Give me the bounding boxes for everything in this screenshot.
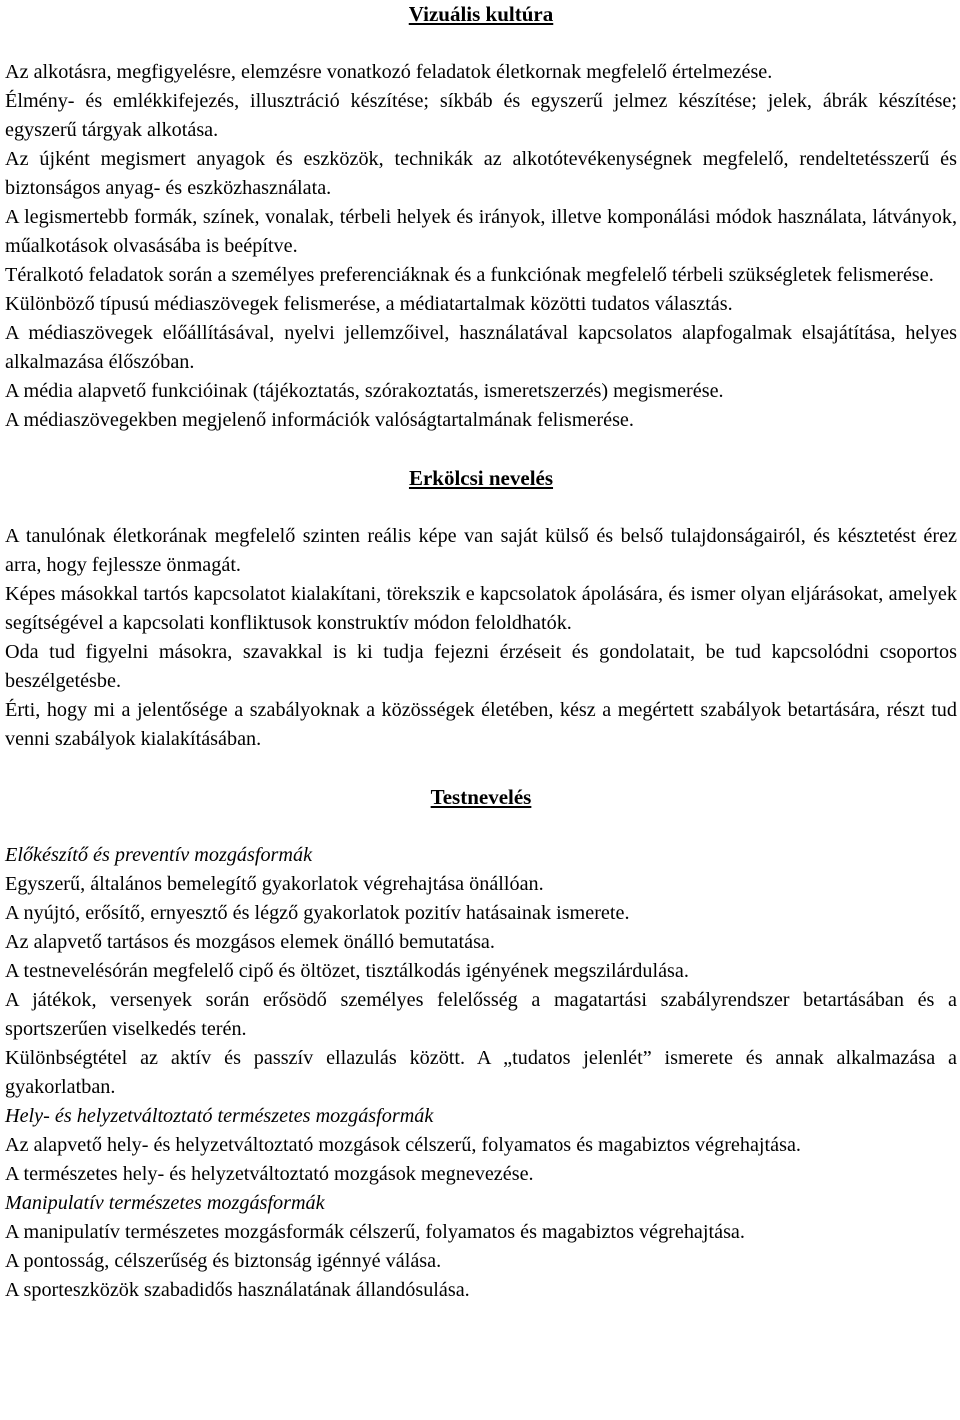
paragraph: A természetes hely- és helyzetváltoztató mozgások megnevezése.	[5, 1163, 534, 1185]
paragraph: A médiaszövegek előállításával, nyelvi jellemzőivel, használatával kapcsolatos alapfogalmak elsajátítása, helyes alkalmazása élőszóban.	[5, 322, 957, 373]
subsection-heading: Manipulatív természetes mozgásformák	[5, 1192, 325, 1214]
paragraph: Az alapvető hely- és helyzetváltoztató mozgások célszerű, folyamatos és magabiztos végrehajtása.	[5, 1134, 801, 1156]
paragraph: Képes másokkal tartós kapcsolatot kialakítani, törekszik e kapcsolatok ápolására, és ismer olyan eljárásokat, amelyek segítségével a kapcsolati konfliktusok konstruktív módon feloldhatók.	[5, 583, 957, 634]
paragraph: Az alapvető tartásos és mozgásos elemek önálló bemutatása.	[5, 931, 495, 953]
paragraph: A sporteszközök szabadidős használatának állandósulása.	[5, 1279, 470, 1301]
paragraph: A tanulónak életkorának megfelelő szinten reális képe van saját külső és belső tulajdonságairól, és késztetést érez arra, hogy fejlessze önmagát.	[5, 525, 957, 576]
subsection-heading: Hely- és helyzetváltoztató természetes mozgásformák	[5, 1105, 434, 1127]
paragraph: Egyszerű, általános bemelegítő gyakorlatok végrehajtása önállóan.	[5, 873, 544, 895]
spacer	[5, 29, 957, 58]
paragraph: Élmény- és emlékkifejezés, illusztráció készítése; síkbáb és egyszerű jelmez készítése; jelek, ábrák készítése; egyszerű tárgyak alkotása.	[5, 90, 957, 141]
spacer	[5, 435, 957, 464]
section-heading: Vizuális kultúra	[408, 2, 554, 26]
spacer	[5, 493, 957, 522]
section-heading: Erkölcsi nevelés	[408, 466, 554, 490]
paragraph: A nyújtó, erősítő, ernyesztő és légző gyakorlatok pozitív hatásainak ismerete.	[5, 902, 630, 924]
paragraph: A média alapvető funkcióinak (tájékoztatás, szórakoztatás, ismeretszerzés) megismerése.	[5, 380, 724, 402]
paragraph: Oda tud figyelni másokra, szavakkal is ki tudja fejezni érzéseit és gondolatait, be tud kapcsolódni csoportos beszélgetésbe.	[5, 641, 957, 692]
subsection-heading: Előkészítő és preventív mozgásformák	[5, 844, 313, 866]
paragraph: Érti, hogy mi a jelentősége a szabályoknak a közösségek életében, kész a megértett szabályok betartására, részt tud venni szabályok kialakításában.	[5, 699, 957, 750]
spacer	[5, 754, 957, 783]
paragraph: Az újként megismert anyagok és eszközök, technikák az alkotótevékenységnek megfelelő, rendeltetésszerű és biztonságos anyag- és eszközhasználata.	[5, 148, 957, 199]
paragraph: A médiaszövegekben megjelenő információk valóságtartalmának felismerése.	[5, 409, 634, 431]
paragraph: Különbségtétel az aktív és passzív ellazulás között. A „tudatos jelenlét” ismerete és annak alkalmazása a gyakorlatban.	[5, 1047, 957, 1098]
paragraph: A testnevelésórán megfelelő cipő és öltözet, tisztálkodás igényének megszilárdulása.	[5, 960, 689, 982]
paragraph: A pontosság, célszerűség és biztonság igénnyé válása.	[5, 1250, 442, 1272]
paragraph: A játékok, versenyek során erősödő személyes felelősség a magatartási szabályrendszer betartásában és a sportszerűen viselkedés terén.	[5, 989, 957, 1040]
document-page	[5, 0, 957, 1305]
spacer	[5, 812, 957, 841]
paragraph: A manipulatív természetes mozgásformák célszerű, folyamatos és magabiztos végrehajtása.	[5, 1221, 745, 1243]
paragraph: A legismertebb formák, színek, vonalak, térbeli helyek és irányok, illetve komponálási módok használata, látványok, műalkotások olvasásába is beépítve.	[5, 206, 957, 257]
paragraph: Az alkotásra, megfigyelésre, elemzésre vonatkozó feladatok életkornak megfelelő értelmezése.	[5, 61, 773, 83]
section-heading: Testnevelés	[430, 785, 532, 809]
paragraph: Különböző típusú médiaszövegek felismerése, a médiatartalmak közötti tudatos választás.	[5, 293, 733, 315]
paragraph: Téralkotó feladatok során a személyes preferenciáknak és a funkciónak megfelelő térbeli szükségletek felismerése.	[5, 264, 934, 286]
